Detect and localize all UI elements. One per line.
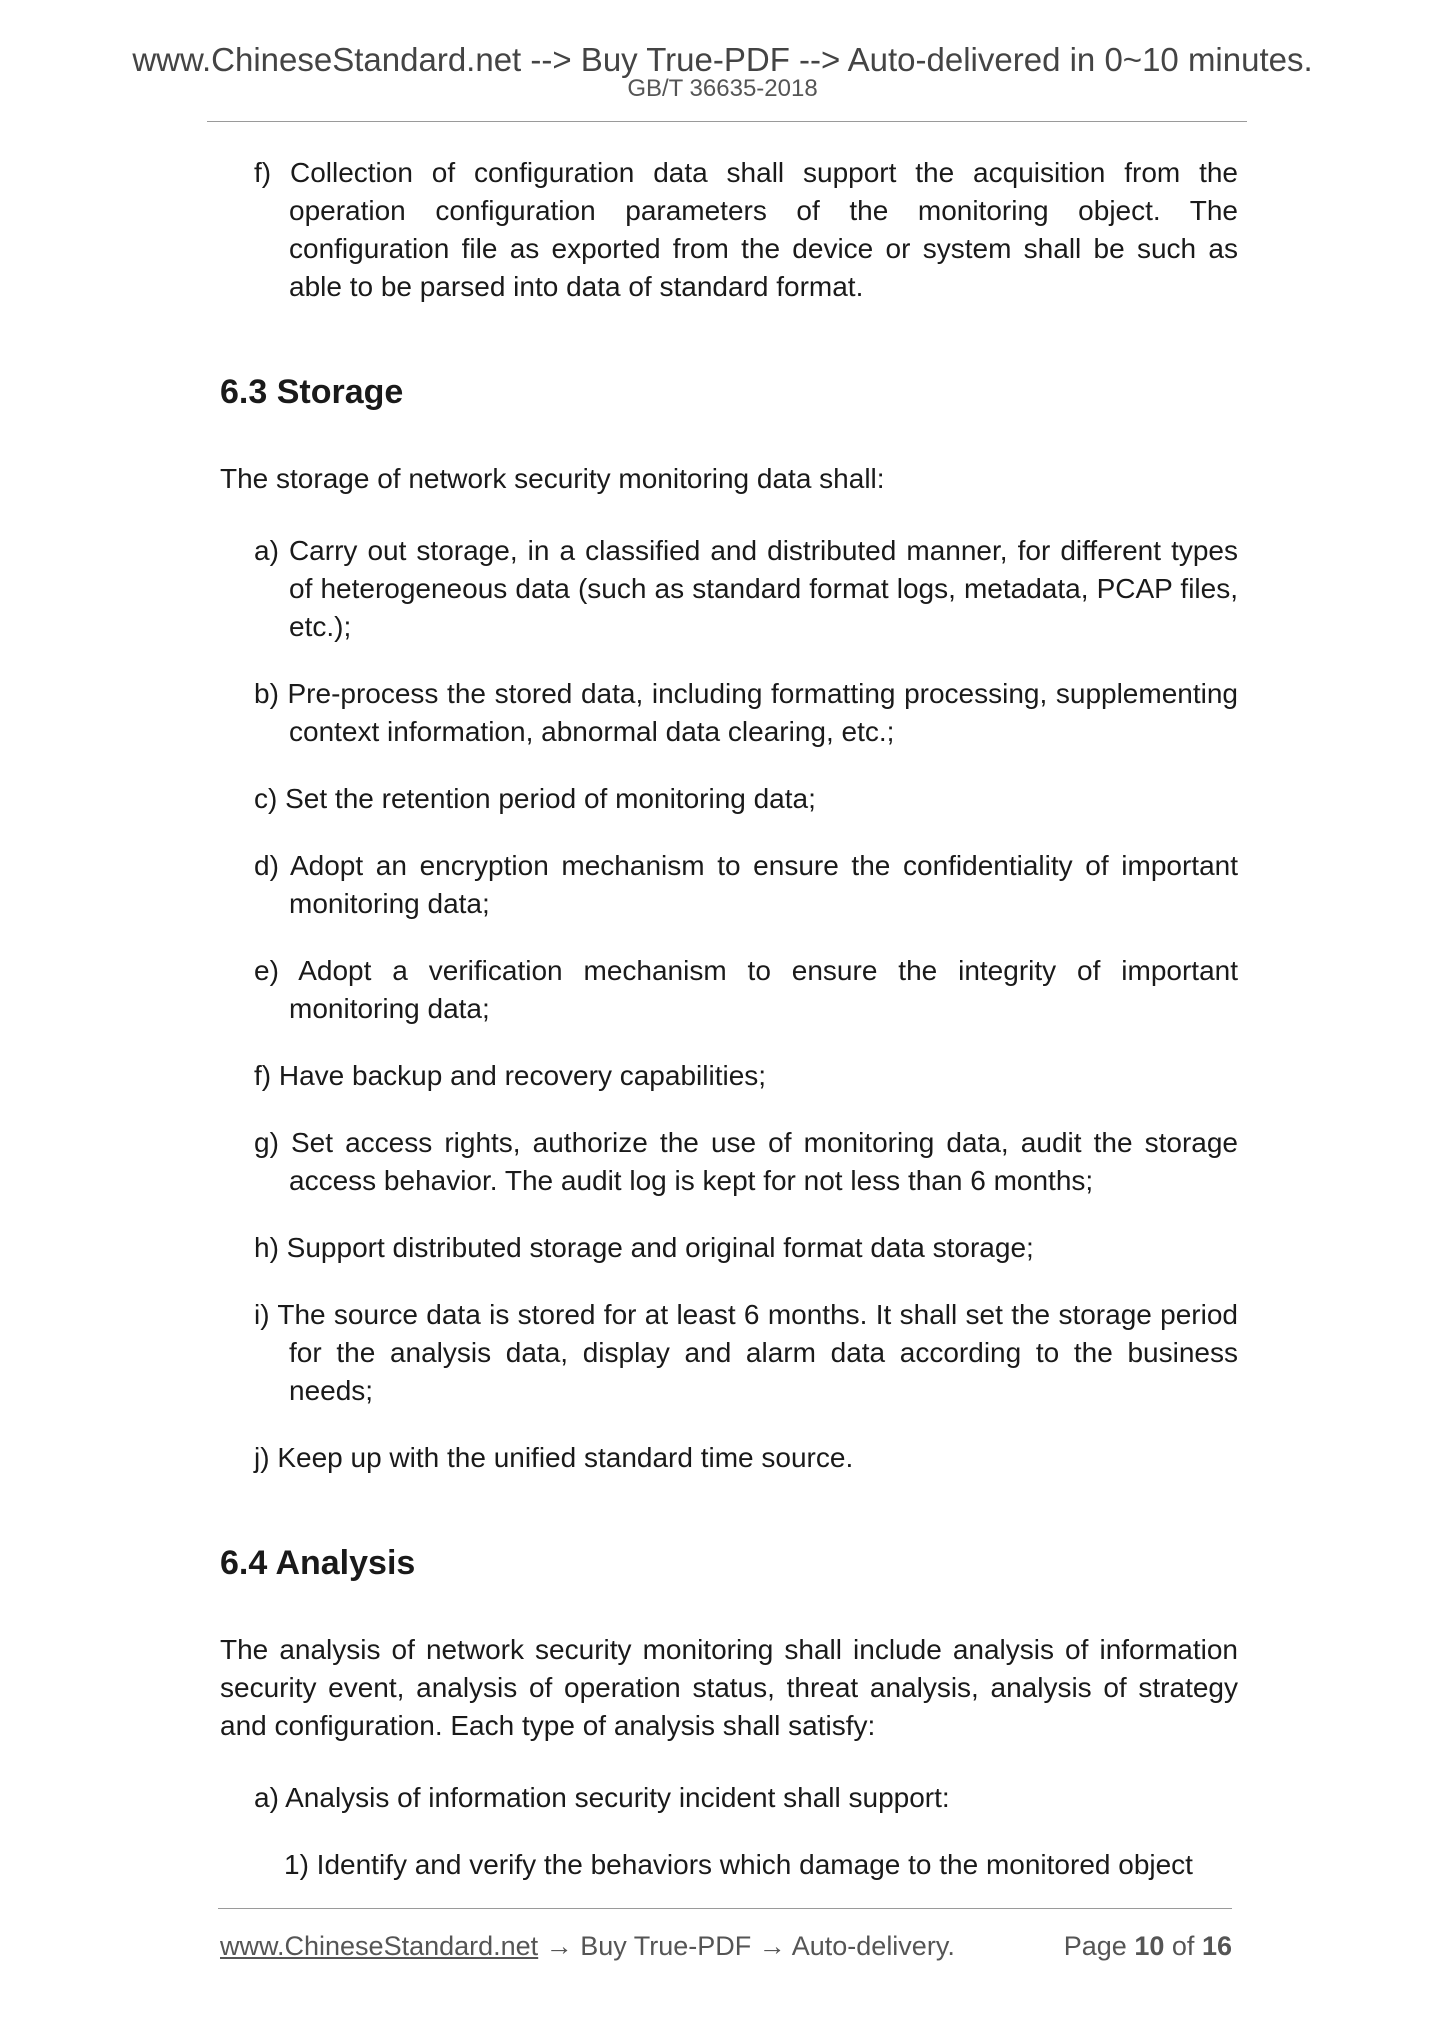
page-label: Page (1063, 1931, 1127, 1961)
analysis-item-a: a) Analysis of information security incident shall support: (254, 1782, 950, 1813)
storage-item-i: i) The source data is stored for at least 6 months. It shall set the storage period for the analysis data, display and alarm data according to the business needs; (254, 1299, 1238, 1406)
storage-item-g: g) Set access rights, authorize the use of monitoring data, audit the storage access behavior. The audit log is kept for not less than 6 months; (254, 1127, 1238, 1196)
document-body (220, 154, 1238, 1884)
page-number: 10 (1134, 1931, 1165, 1961)
storage-item-e: e) Adopt a verification mechanism to ensure the integrity of important monitoring data; (254, 955, 1238, 1024)
storage-item-a: a) Carry out storage, in a classified and distributed manner, for different types of heterogeneous data (such as standard format logs, metadata, PCAP files, etc.); (254, 535, 1238, 642)
storage-item-j: j) Keep up with the unified standard time source. (254, 1442, 854, 1473)
page-footer (220, 1930, 1232, 1962)
storage-item-f: f) Have backup and recovery capabilities; (254, 1060, 767, 1091)
footer-delivery-text: → Buy True-PDF → Auto-delivery. (538, 1931, 955, 1961)
analysis-subitem-1: 1) Identify and verify the behaviors which damage to the monitored object (284, 1849, 1193, 1880)
page-total: 16 (1201, 1931, 1232, 1961)
section-heading-storage: 6.3 Storage (220, 373, 404, 411)
standard-code: GB/T 36635-2018 (627, 75, 818, 102)
list-item-f-collection: f) Collection of configuration data shall support the acquisition from the operation configuration parameters of the monitoring object. The configuration file as exported from the device or system shall be such as able to be parsed into data of standard format. (254, 157, 1238, 302)
storage-item-d: d) Adopt an encryption mechanism to ensure the confidentiality of important monitoring data; (254, 850, 1238, 919)
footer-site-link[interactable]: www.ChineseStandard.net (220, 1931, 539, 1961)
page-indicator (1064, 1930, 1232, 1962)
storage-item-c: c) Set the retention period of monitoring data; (254, 783, 816, 814)
storage-item-h: h) Support distributed storage and original format data storage; (254, 1232, 1034, 1263)
site-banner: www.ChineseStandard.net --> Buy True-PDF --> Auto-delivered in 0~10 minutes. (132, 41, 1313, 78)
storage-intro: The storage of network security monitoring data shall: (220, 463, 885, 494)
section-heading-analysis: 6.4 Analysis (220, 1544, 416, 1582)
of-label: of (1171, 1931, 1195, 1961)
analysis-intro: The analysis of network security monitoring shall include analysis of information security event, analysis of operation status, threat analysis, analysis of strategy and configuration. Each type of analysis shall satisfy: (220, 1634, 1238, 1741)
footer-divider (218, 1908, 1232, 1909)
storage-item-b: b) Pre-process the stored data, including formatting processing, supplementing context information, abnormal data clearing, etc.; (254, 678, 1238, 747)
header-divider (207, 121, 1247, 122)
